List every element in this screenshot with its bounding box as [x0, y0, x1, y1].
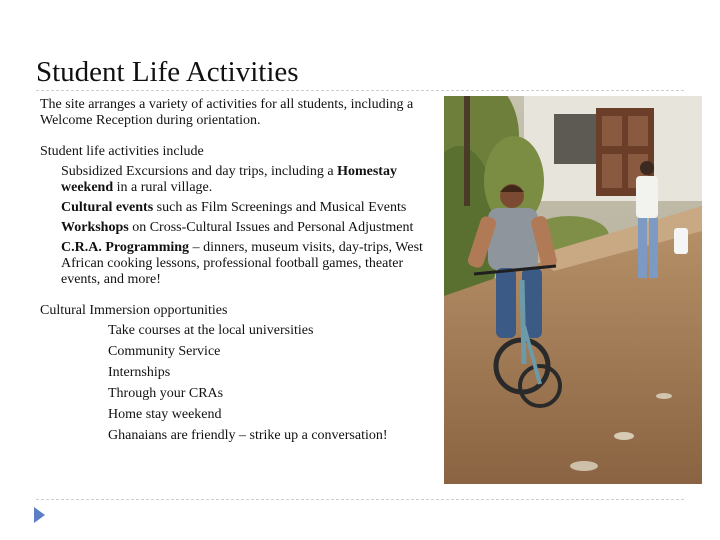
sub-bullet-item: [40, 428, 438, 444]
bullet-text: The site arranges a variety of activities for all students, including a Welcome Reception during orientation.: [40, 97, 414, 128]
sub-bullet-text: Internships: [108, 365, 171, 380]
sub-bullet-bold: Homestay weekend: [61, 164, 397, 195]
slide-title: Student Life Activities: [36, 56, 299, 88]
next-slide-arrow-icon[interactable]: [34, 507, 45, 523]
sub-bullet-text: Take courses at the local universities: [108, 323, 314, 338]
sub-bullet-item: [40, 323, 438, 339]
sub-bullet-item: [40, 164, 438, 196]
title-divider: [36, 90, 684, 91]
sub-bullet-text: Ghanaians are friendly – strike up a conversation!: [108, 428, 388, 443]
sub-bullet-text: Home stay weekend: [108, 407, 222, 422]
footer-divider: [36, 499, 684, 500]
sub-bullet-text: Community Service: [108, 344, 221, 359]
bullet-item: [18, 144, 438, 288]
sub-bullet-bold: Workshops: [61, 220, 129, 235]
sub-bullet-text: – dinners, museum visits, day-trips, West African cooking lessons, professional football games, theater events, and more!: [61, 240, 423, 287]
sub-bullet-text: on Cross-Cultural Issues and Personal Adjustment: [128, 220, 414, 235]
sub-bullet-text: such as Film Screenings and Musical Events: [153, 200, 407, 215]
student-cycling-photo: [444, 96, 702, 484]
sub-bullet-item: [40, 407, 438, 423]
sub-bullet-item: [40, 365, 438, 381]
bullet-text: Cultural Immersion opportunities: [40, 303, 228, 318]
sub-bullet-item: [40, 344, 438, 360]
bullet-text: Student life activities include: [40, 144, 204, 159]
sub-bullet-text: in a rural village.: [113, 180, 213, 195]
slide-body: [18, 97, 438, 459]
sub-list: [40, 323, 438, 444]
sub-bullet-item: [40, 386, 438, 402]
photo-illustration: [444, 96, 702, 484]
sub-bullet-item: [40, 240, 438, 288]
bullet-item: [18, 97, 438, 129]
sub-list: [40, 164, 438, 288]
sub-bullet-text: Subsidized Excursions and day trips, including a: [61, 164, 338, 179]
sub-bullet-text: Through your CRAs: [108, 386, 224, 401]
sub-bullet-bold: Cultural events: [61, 200, 154, 215]
bullet-item: [18, 303, 438, 444]
sub-bullet-item: [40, 200, 438, 216]
sub-bullet-item: [40, 220, 438, 236]
sub-bullet-bold: C.R.A. Programming: [61, 240, 190, 255]
